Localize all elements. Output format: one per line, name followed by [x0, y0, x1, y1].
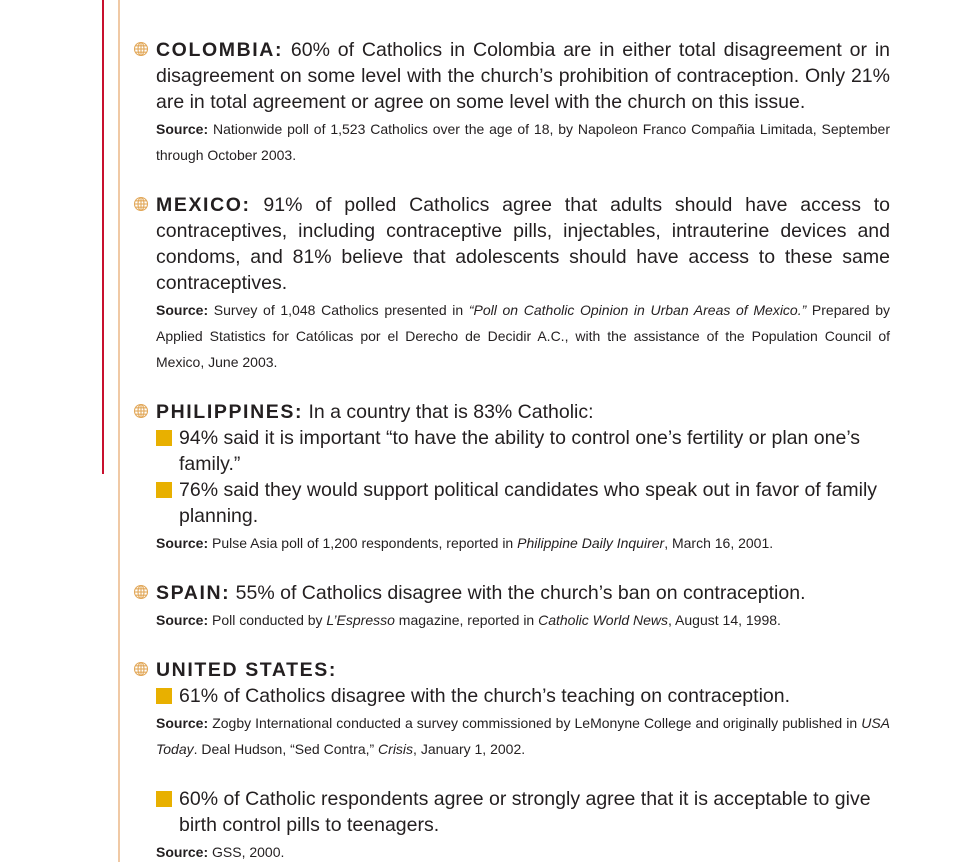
source-label: Source: [156, 302, 209, 318]
source-text: , January 1, 2002. [413, 741, 526, 757]
country-heading: COLOMBIA: [156, 39, 284, 61]
source-text: Poll conducted by [208, 612, 327, 628]
entry-text [156, 399, 890, 425]
globe-icon [133, 196, 149, 212]
page-content [133, 37, 890, 865]
entry-colombia [133, 37, 890, 168]
entry-spain [133, 580, 890, 633]
source-label: Source: [156, 715, 209, 731]
source-text: Pulse Asia poll of 1,200 respondents, reported in [208, 535, 518, 551]
square-bullet-icon [156, 791, 172, 807]
entry-body: 60% of Catholics in Colombia are in either total disagreement or in disagreement on some level with the church’s prohibition of contraception. Only 21% are in total agreement or agree on some level with the church on this issue. [156, 39, 890, 113]
entry-text [156, 192, 890, 296]
entry-text [156, 37, 890, 115]
source-line [156, 607, 890, 633]
source-title: USA Today [156, 715, 890, 757]
source-title: Catholic World News [538, 612, 669, 628]
source-title: Crisis [378, 741, 414, 757]
source-line [156, 530, 890, 556]
source-text: Nationwide poll of 1,523 Catholics over the age of 18, by Napoleon Franco Compañia Limitada, September through October 2003. [156, 121, 890, 163]
country-heading: PHILIPPINES: [156, 401, 304, 423]
source-title: L’Espresso [326, 612, 395, 628]
country-heading: UNITED STATES: [156, 659, 337, 681]
source-text: , March 16, 2001. [664, 535, 774, 551]
source-line [156, 116, 890, 168]
source-text: Survey of 1,048 Catholics presented in [208, 302, 469, 318]
source-label: Source: [156, 121, 209, 137]
globe-icon [133, 584, 149, 600]
entry-body: 91% of polled Catholics agree that adults should have access to contraceptives, including contraceptive pills, injectables, intrauterine devices and condoms, and 81% believe that adolescents should have access to these same contraceptives. [156, 194, 890, 294]
bullet-item [156, 477, 890, 529]
source-text: Prepared by Applied Statistics for Católicas por el Derecho de Decidir A.C., with the assistance of the Population Council of Mexico, June 2003. [156, 302, 890, 370]
source-label: Source: [156, 612, 209, 628]
source-text: magazine, reported in [394, 612, 539, 628]
source-title: Philippine Daily Inquirer [517, 535, 665, 551]
entry-mexico [133, 192, 890, 375]
margin-rule-red [102, 0, 104, 474]
source-text: GSS, 2000. [208, 844, 285, 860]
entry-united-states [133, 657, 890, 865]
globe-icon [133, 41, 149, 57]
source-line [156, 839, 890, 865]
bullet-text: 61% of Catholics disagree with the church’s teaching on contraception. [179, 685, 791, 707]
bullet-item [156, 425, 890, 477]
source-text: , August 14, 1998. [668, 612, 781, 628]
bullet-text: 94% said it is important “to have the ability to control one’s fertility or plan one’s family.” [179, 427, 861, 475]
source-text: Zogby International conducted a survey commissioned by LeMonyne College and originally published in [208, 715, 862, 731]
bullet-item [156, 786, 890, 838]
source-label: Source: [156, 535, 209, 551]
bullet-text: 76% said they would support political candidates who speak out in favor of family planning. [179, 479, 878, 527]
source-title: “Poll on Catholic Opinion in Urban Areas of Mexico.” [468, 302, 807, 318]
square-bullet-icon [156, 482, 172, 498]
source-line [156, 297, 890, 375]
entry-text [156, 657, 890, 683]
bullet-item [156, 683, 890, 709]
source-label: Source: [156, 844, 209, 860]
country-heading: MEXICO: [156, 194, 251, 216]
entry-text [156, 580, 890, 606]
entry-philippines [133, 399, 890, 556]
source-line [156, 710, 890, 762]
margin-rule-tan [118, 0, 120, 862]
square-bullet-icon [156, 430, 172, 446]
country-heading: SPAIN: [156, 582, 231, 604]
entry-body: In a country that is 83% Catholic: [303, 401, 594, 423]
bullet-text: 60% of Catholic respondents agree or strongly agree that it is acceptable to give birth control pills to teenagers. [179, 788, 871, 836]
square-bullet-icon [156, 688, 172, 704]
globe-icon [133, 661, 149, 677]
entry-body: 55% of Catholics disagree with the church’s ban on contraception. [230, 582, 806, 604]
source-text: . Deal Hudson, “Sed Contra,” [193, 741, 379, 757]
globe-icon [133, 403, 149, 419]
